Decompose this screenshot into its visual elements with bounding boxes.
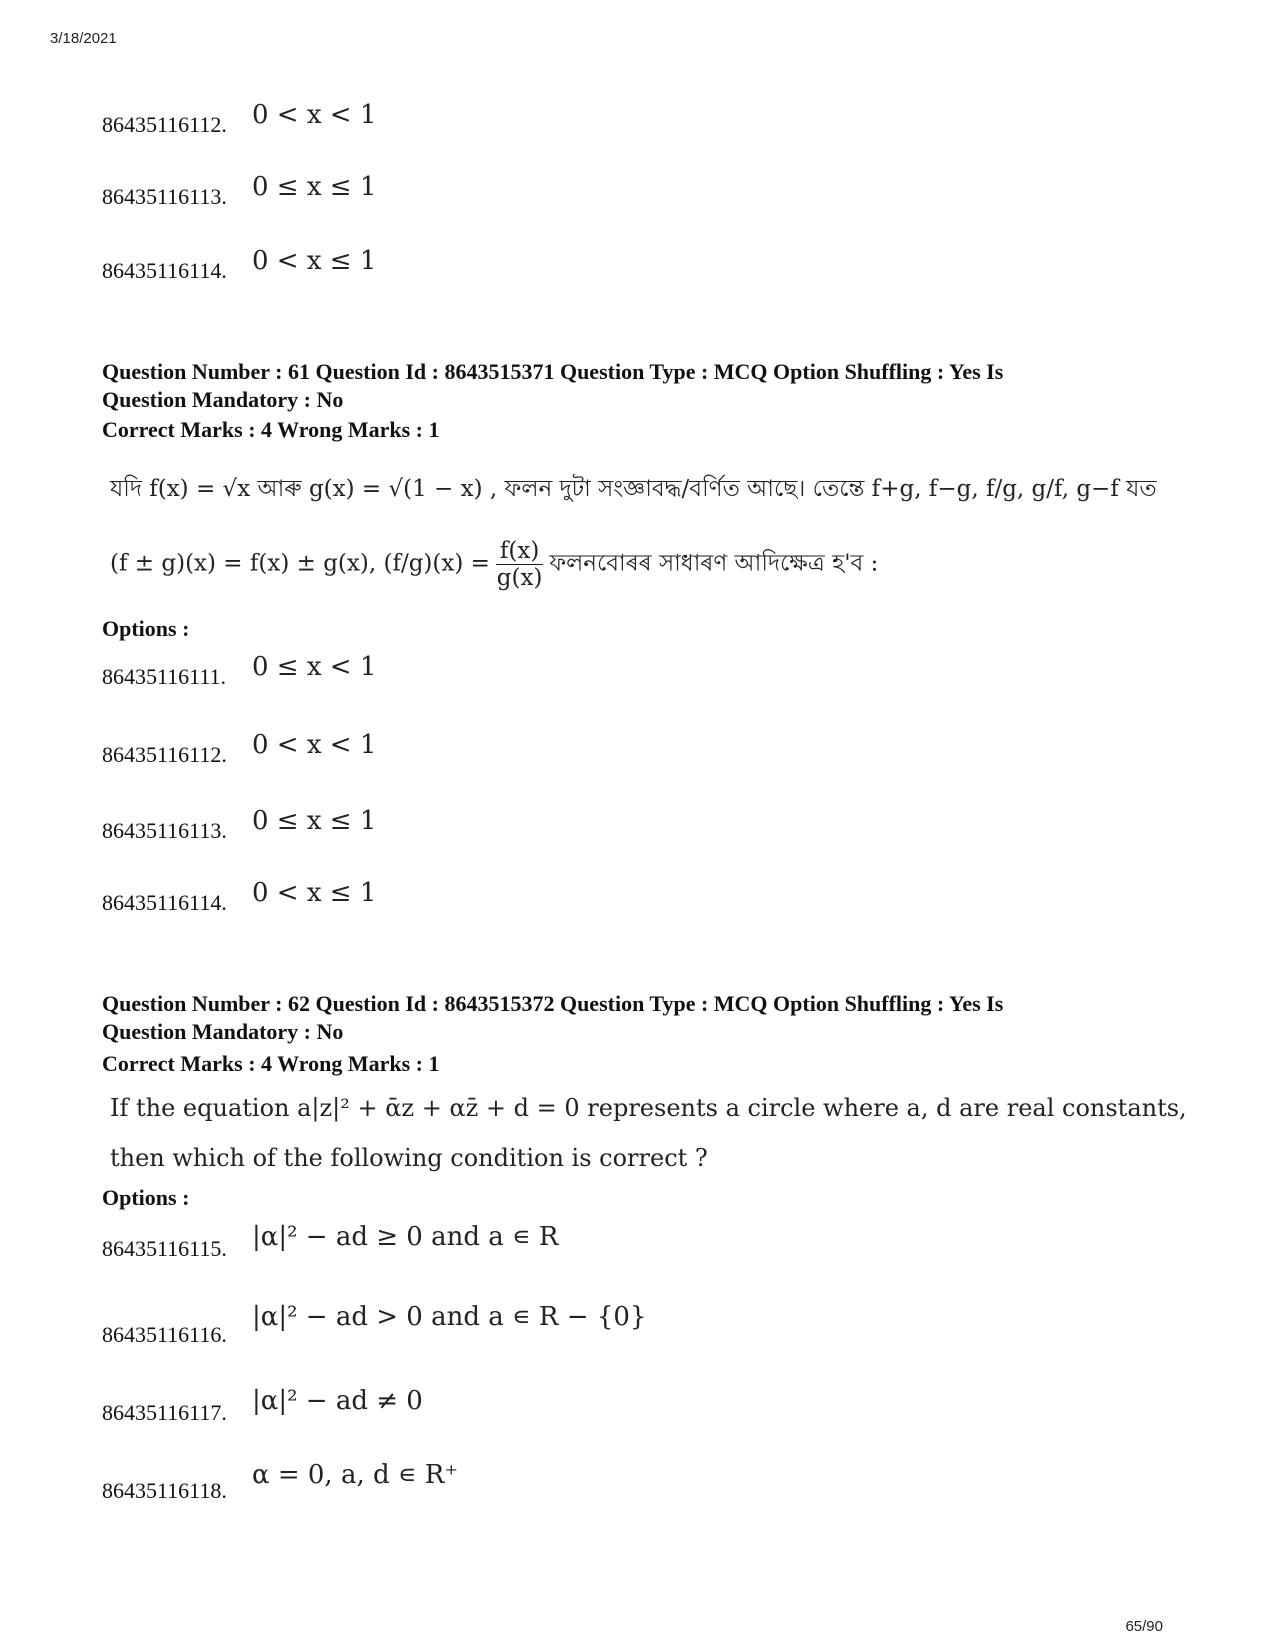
question-61-header bbox=[102, 358, 1182, 414]
fraction bbox=[496, 538, 543, 591]
option-value: 0 < x < 1 bbox=[252, 730, 377, 760]
fraction-denominator: g(x) bbox=[496, 565, 543, 591]
option-id: 86435116113. bbox=[102, 184, 227, 209]
formula-part: (f ± g)(x) = f(x) ± g(x), (f/g)(x) = bbox=[110, 550, 490, 577]
option-id: 86435116113. bbox=[102, 818, 227, 843]
option-id: 86435116115. bbox=[102, 1236, 227, 1261]
question-61-text-line1: যদি f(x) = √x আৰু g(x) = √(1 − x) , ফলন দুটা সংজ্ঞাবদ্ধ/বৰ্ণিত আছে। তেন্তে f+g, f−g, f/g, g/f, g−f যত bbox=[110, 476, 1157, 502]
option-id: 86435116112. bbox=[102, 112, 227, 137]
option-value: 0 < x ≤ 1 bbox=[252, 246, 377, 276]
option-value: 0 < x < 1 bbox=[252, 100, 377, 130]
question-header-line2: Question Mandatory : No bbox=[102, 1019, 344, 1044]
question-62-header bbox=[102, 990, 1182, 1046]
question-header-line1: Question Number : 62 Question Id : 8643515372 Question Type : MCQ Option Shuffling : Yes Is bbox=[102, 991, 1004, 1016]
fraction-numerator: f(x) bbox=[496, 538, 543, 565]
option-id: 86435116118. bbox=[102, 1478, 227, 1503]
option-value: |α|² − ad ≥ 0 and a ∊ R bbox=[252, 1222, 559, 1252]
options-label: Options : bbox=[102, 1185, 190, 1210]
option-value: |α|² − ad ≠ 0 bbox=[252, 1386, 423, 1416]
option-id: 86435116114. bbox=[102, 890, 227, 915]
question-61-text-line2 bbox=[110, 538, 878, 591]
option-id: 86435116116. bbox=[102, 1322, 227, 1347]
print-date: 3/18/2021 bbox=[50, 30, 117, 47]
question-header-line2: Question Mandatory : No bbox=[102, 387, 344, 412]
option-value: |α|² − ad > 0 and a ∊ R − {0} bbox=[252, 1302, 647, 1332]
options-label: Options : bbox=[102, 616, 190, 641]
option-value: 0 < x ≤ 1 bbox=[252, 878, 377, 908]
option-id: 86435116114. bbox=[102, 258, 227, 283]
question-62-text-line1: If the equation a|z|² + ᾱz + αz̄ + d = 0 represents a circle where a, d are real constants, bbox=[110, 1094, 1187, 1122]
question-header-line1: Question Number : 61 Question Id : 8643515371 Question Type : MCQ Option Shuffling : Yes Is bbox=[102, 359, 1004, 384]
option-value: 0 ≤ x < 1 bbox=[252, 652, 377, 682]
formula-tail: ফলনবোৰৰ সাধাৰণ আদিক্ষেত্ৰ হ'ব : bbox=[549, 550, 879, 577]
question-62-text-line2: then which of the following condition is correct ? bbox=[110, 1144, 708, 1172]
option-value: 0 ≤ x ≤ 1 bbox=[252, 172, 377, 202]
option-value: 0 ≤ x ≤ 1 bbox=[252, 806, 377, 836]
option-id: 86435116111. bbox=[102, 664, 227, 689]
page-number: 65/90 bbox=[1125, 1618, 1163, 1635]
option-id: 86435116117. bbox=[102, 1400, 227, 1425]
option-id: 86435116112. bbox=[102, 742, 227, 767]
question-61-marks: Correct Marks : 4 Wrong Marks : 1 bbox=[102, 417, 440, 442]
question-62-marks: Correct Marks : 4 Wrong Marks : 1 bbox=[102, 1051, 440, 1076]
option-value: α = 0, a, d ∊ R⁺ bbox=[252, 1460, 459, 1490]
